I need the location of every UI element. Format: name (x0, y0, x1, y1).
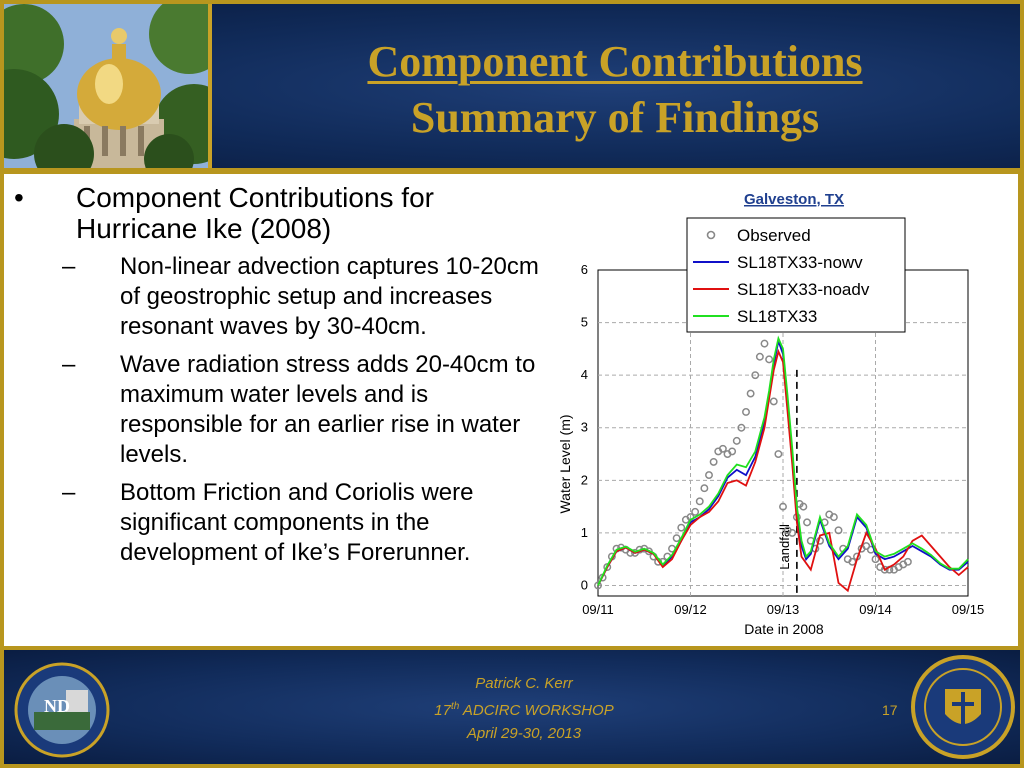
content-panel (4, 174, 1018, 646)
x-tick-label: 09/13 (766, 602, 800, 617)
x-tick-label: 09/12 (674, 602, 707, 617)
footer-text (304, 672, 744, 745)
dash-marker: – (62, 253, 76, 280)
university-seal (910, 654, 1016, 765)
x-tick-label: 09/14 (859, 602, 892, 617)
y-tick-label: 4 (580, 367, 588, 383)
dash-marker: – (62, 479, 76, 506)
subbullet-text: Wave radiation stress adds 20-40cm to maximum water levels and is responsible for an earlier rise in water levels. (120, 351, 536, 468)
legend-label: Observed (737, 226, 811, 245)
title-line-2: Summary of Findings (410, 93, 820, 142)
lab-logo (14, 662, 110, 763)
x-tick-label: 09/15 (951, 602, 985, 617)
y-tick-label: 2 (580, 472, 588, 488)
y-axis-label: Water Level (m) (557, 414, 573, 514)
y-tick-label: 0 (580, 577, 588, 593)
author-name: Patrick C. Kerr (475, 675, 573, 692)
title-line-1: Component Contributions (367, 37, 863, 86)
bullet-main-text: Component Contributions for Hurricane Ike (2008) (76, 182, 434, 244)
bullet-main (14, 182, 544, 244)
plot-area (581, 218, 985, 617)
dash-marker: – (62, 351, 76, 378)
slide-title (210, 34, 1020, 146)
bullet-dot: • (14, 182, 24, 213)
landfall-label: Landfall (776, 524, 792, 570)
x-tick-label: 09/11 (582, 602, 614, 617)
golden-dome-photo (4, 4, 212, 168)
subbullet-text: Bottom Friction and Coriolis were significant components in the development of Ike’s Forerunner. (120, 479, 474, 566)
x-axis-label: Date in 2008 (744, 621, 824, 637)
subbullet-3 (14, 478, 544, 568)
workshop-line: 17th ADCIRC WORKSHOP (434, 701, 614, 719)
y-tick-label: 6 (580, 262, 588, 277)
bullet-list (14, 182, 544, 568)
y-tick-label: 3 (580, 419, 588, 435)
subbullet-1 (14, 252, 544, 342)
page-number: 17 (882, 702, 898, 718)
y-tick-label: 1 (580, 524, 588, 540)
legend-label: SL18TX33-noadv (737, 280, 870, 299)
svg-text:ND: ND (44, 696, 70, 716)
water-level-chart (544, 174, 1014, 644)
subbullet-text: Non-linear advection captures 10-20cm of geostrophic setup and increases resonant waves by 30-40cm. (120, 253, 539, 340)
subbullet-2 (14, 350, 544, 470)
header-banner (4, 4, 1020, 168)
workshop-dates: April 29-30, 2013 (466, 725, 582, 742)
y-tick-label: 5 (580, 314, 588, 330)
footer-banner (4, 650, 1020, 764)
chart-title: Galveston, TX (743, 191, 845, 208)
legend-label: SL18TX33-nowv (737, 253, 863, 272)
legend-label: SL18TX33 (737, 307, 818, 326)
